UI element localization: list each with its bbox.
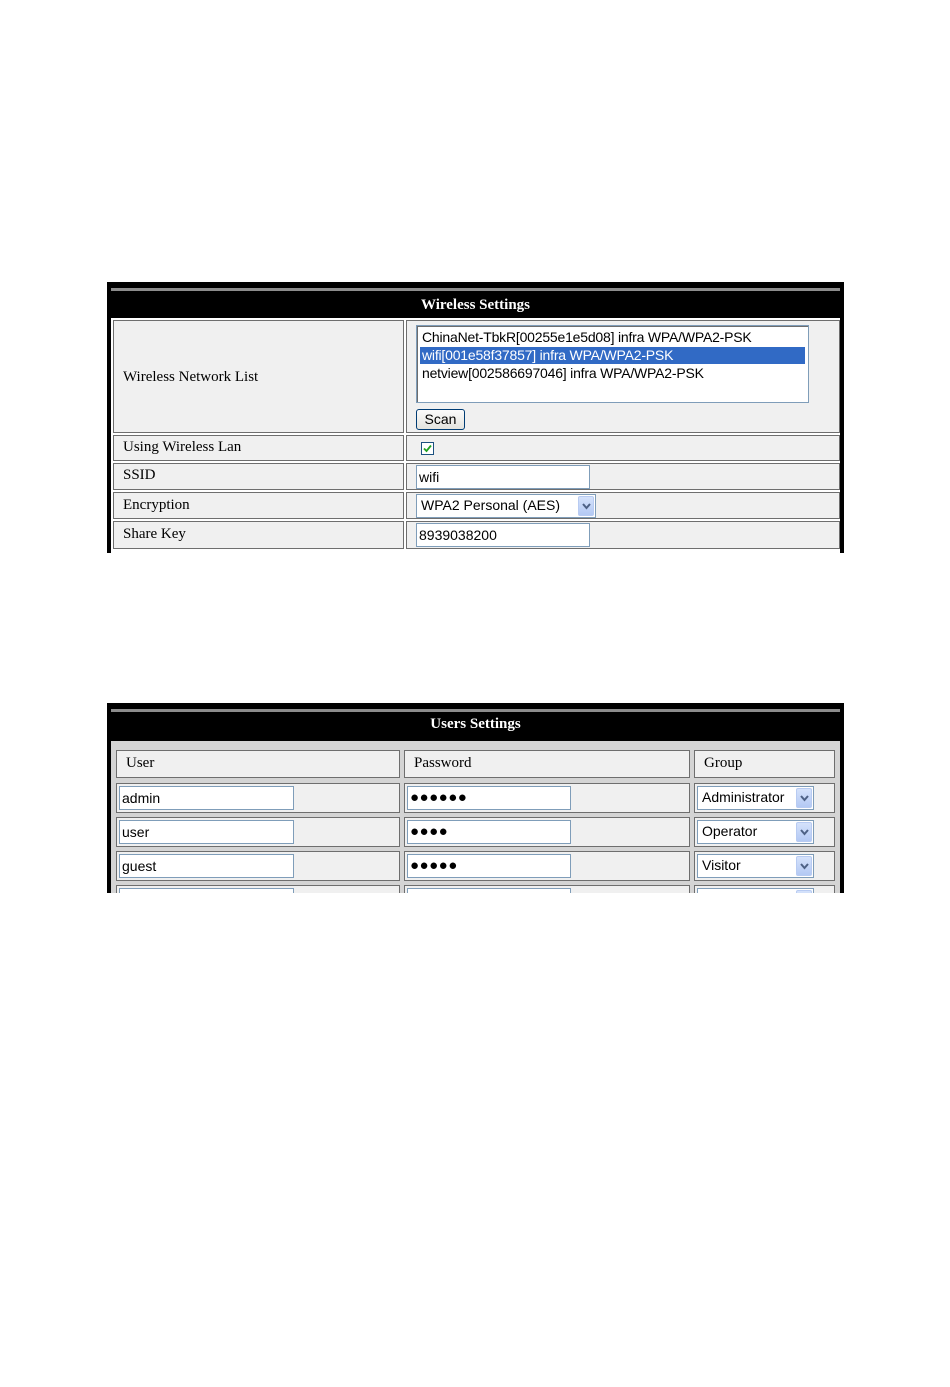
user-name-input[interactable]: user xyxy=(119,820,294,844)
user-name-input[interactable]: admin xyxy=(119,786,294,810)
group-dropdown-button[interactable] xyxy=(796,788,812,808)
encryption-label-cell xyxy=(113,492,404,519)
group-dropdown-button[interactable] xyxy=(796,822,812,842)
network-item[interactable]: netview[002586697046] infra WPA/WPA2-PSK xyxy=(422,365,704,381)
wireless-settings-panel xyxy=(107,282,844,553)
share-key-label-cell xyxy=(113,521,404,549)
scan-button[interactable]: Scan xyxy=(416,409,465,430)
group-dropdown-button[interactable] xyxy=(796,890,812,893)
check-icon xyxy=(423,444,432,453)
table-row-user-cell xyxy=(116,851,400,881)
wireless-network-listbox[interactable] xyxy=(416,325,809,403)
using-wireless-value-cell xyxy=(406,435,840,461)
group-dropdown-button[interactable] xyxy=(796,856,812,876)
wireless-settings-title: Wireless Settings xyxy=(420,297,531,313)
wireless-settings-grid xyxy=(111,318,840,553)
users-settings-title: Users Settings xyxy=(430,716,521,732)
group-select[interactable] xyxy=(697,854,814,878)
table-row-password-cell xyxy=(404,851,690,881)
network-list-label-cell xyxy=(113,320,404,433)
table-row-password-cell xyxy=(404,817,690,847)
using-wireless-checkbox[interactable] xyxy=(421,442,434,455)
chevron-down-icon xyxy=(800,829,809,836)
users-settings-grid xyxy=(111,741,840,893)
table-row-user-cell xyxy=(116,817,400,847)
group-select-value: Visitor xyxy=(702,857,741,873)
using-wireless-label: Using Wireless Lan xyxy=(123,439,242,455)
panel-top-line xyxy=(111,288,840,291)
encryption-value-cell xyxy=(406,492,840,519)
header-user-label: User xyxy=(126,755,155,771)
group-select[interactable] xyxy=(697,786,814,810)
ssid-label: SSID xyxy=(123,467,156,483)
chevron-down-icon xyxy=(800,863,809,870)
header-user xyxy=(116,750,400,778)
encryption-select-value: WPA2 Personal (AES) xyxy=(421,497,561,513)
password-input[interactable] xyxy=(407,888,571,893)
user-name-input[interactable] xyxy=(119,888,294,893)
header-group xyxy=(694,750,835,778)
table-row-user-cell xyxy=(116,885,400,893)
table-row-group-cell xyxy=(694,885,835,893)
header-password-label: Password xyxy=(414,755,472,771)
using-wireless-label-cell xyxy=(113,435,404,461)
group-select[interactable] xyxy=(697,888,814,893)
share-key-value-cell xyxy=(406,521,840,549)
encryption-select[interactable] xyxy=(416,494,596,518)
ssid-input[interactable]: wifi xyxy=(416,465,590,489)
header-password xyxy=(404,750,690,778)
chevron-down-icon xyxy=(582,503,591,510)
share-key-label: Share Key xyxy=(123,526,186,542)
network-item-selected[interactable]: wifi[001e58f37857] infra WPA/WPA2-PSK xyxy=(420,347,805,364)
header-group-label: Group xyxy=(704,755,743,771)
network-list-value-cell xyxy=(406,320,840,433)
table-row-password-cell xyxy=(404,885,690,893)
network-item[interactable]: ChinaNet-TbkR[00255e1e5d08] infra WPA/WPA2-PSK xyxy=(422,329,752,345)
group-select-value: Administrator xyxy=(702,789,785,805)
encryption-dropdown-button[interactable] xyxy=(578,496,594,516)
ssid-label-cell xyxy=(113,463,404,490)
ssid-value-cell xyxy=(406,463,840,490)
table-row-group-cell xyxy=(694,817,835,847)
password-input[interactable]: ●●●●●● xyxy=(407,786,571,810)
table-row-group-cell xyxy=(694,851,835,881)
panel-top-line xyxy=(111,709,840,712)
table-row-password-cell xyxy=(404,783,690,813)
share-key-input[interactable]: 8939038200 xyxy=(416,523,590,547)
table-row-group-cell xyxy=(694,783,835,813)
password-input[interactable]: ●●●●● xyxy=(407,854,571,878)
password-input[interactable]: ●●●● xyxy=(407,820,571,844)
users-settings-panel xyxy=(107,703,844,893)
group-select-value: Operator xyxy=(702,823,758,839)
encryption-label: Encryption xyxy=(123,497,190,513)
table-row-user-cell xyxy=(116,783,400,813)
network-list-label: Wireless Network List xyxy=(123,369,259,385)
group-select[interactable] xyxy=(697,820,814,844)
chevron-down-icon xyxy=(800,795,809,802)
user-name-input[interactable]: guest xyxy=(119,854,294,878)
